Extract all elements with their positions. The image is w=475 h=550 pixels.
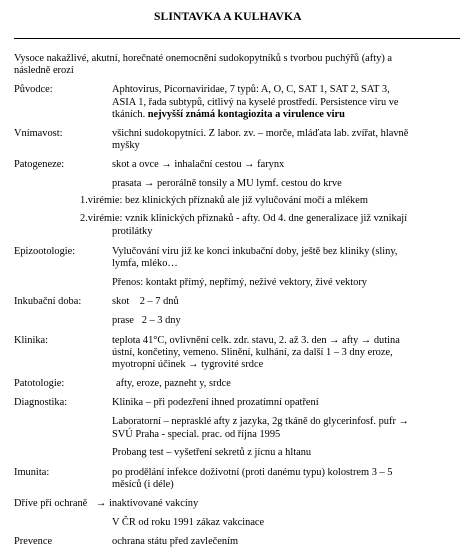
label-patologie: Patotologie: bbox=[14, 378, 65, 389]
klinika-line-2: ústní, končetiny, vemeno. Slinění, kulhání, za další 1 – 3 dny eroze, bbox=[112, 347, 393, 358]
patogeneze-line-1: skot a ovce → inhalační cestou → farynx bbox=[112, 159, 285, 170]
drive-zakaz-vakcinace: V ČR od roku 1991 zákaz vakcinace bbox=[112, 517, 265, 528]
label-klinika: Klinika: bbox=[14, 335, 49, 346]
klinika-line-1: teplota 41°C, ovlivnění celk. zdr. stavu, 2. až 3. den → afty → dutina bbox=[112, 335, 400, 346]
label-puvodce: Původce: bbox=[14, 84, 53, 95]
inkubacni-prase: prase 2 – 3 dny bbox=[112, 315, 181, 326]
prenos-line: Přenos: kontakt přímý, nepřímý, neživé vektory, živé vektory bbox=[112, 277, 367, 288]
label-vnimavost: Vnímavost: bbox=[14, 128, 63, 139]
viremie-1: 1.virémie: bez klinických příznaků ale již vylučování močí a mlékem bbox=[80, 195, 368, 206]
puvodce-line-3-text: tkáních. bbox=[112, 109, 148, 120]
intro-line-1: Vysoce nakažlivé, akutní, horečnaté onemocnění sudokopytníků s tvorbou puchýřů (afty) a bbox=[14, 53, 392, 64]
imunita-line-2: měsíců (i déle) bbox=[112, 479, 174, 490]
label-inkubacni-doba: Inkubační doba: bbox=[14, 296, 82, 307]
document-title: SLINTAVKA A KULHAVKA bbox=[154, 10, 302, 23]
puvodce-line-1: Aphtovirus, Picornaviridae, 7 typů: A, O, C, SAT 1, SAT 2, SAT 3, bbox=[112, 84, 390, 95]
puvodce-line-3 bbox=[112, 109, 345, 122]
label-drive-pri-ochrane: Dříve při ochraně bbox=[14, 498, 88, 509]
klinika-line-3: myotropní účinek → tygrovité srdce bbox=[112, 359, 264, 370]
label-patogeneze: Patogeneze: bbox=[14, 159, 65, 170]
imunita-line-1: po prodělání infekce doživotní (proti danému typu) kolostrem 3 – 5 bbox=[112, 467, 393, 478]
diagnostika-klinika: Klinika – při podezření ihned prozatímní opatření bbox=[112, 397, 319, 408]
title-separator bbox=[14, 38, 460, 39]
diagnostika-lab-line-2: SVÚ Praha - special. prac. od října 1995 bbox=[112, 429, 281, 440]
label-epizootologie: Epizootologie: bbox=[14, 246, 76, 257]
diagnostika-lab-line-1: Laboratorní – neprasklé afty z jazyka, 2g tkáně do glycerinfosf. pufr → bbox=[112, 416, 409, 427]
intro-line-2: následně erozí bbox=[14, 65, 74, 76]
epizootologie-line-1: Vylučování viru již ke konci inkubační doby, ještě bez kliniky (sliny, bbox=[112, 246, 398, 257]
epizootologie-line-2: lymfa, mléko… bbox=[112, 258, 178, 269]
viremie-2-line-2: protilátky bbox=[112, 226, 153, 237]
drive-vakciny: → inaktivované vakcíny bbox=[96, 498, 199, 509]
label-diagnostika: Diagnostika: bbox=[14, 397, 68, 408]
probang-test: Probang test – vyšetření sekretů z jícnu a hltanu bbox=[112, 447, 312, 458]
vnimavost-line-2: myšky bbox=[112, 140, 140, 151]
vnimavost-line-1: všichni sudokopytníci. Z labor. zv. – morče, mláďata lab. zvířat, hlavně bbox=[112, 128, 409, 139]
patogeneze-line-2: prasata → perorálně tonsily a MU lymf. cestou do krve bbox=[112, 178, 342, 189]
patologie-text: afty, eroze, pazneht y, srdce bbox=[116, 378, 231, 389]
puvodce-line-2: ASIA 1, řada subtypů, citlivý na kyselé prostředí. Persistence viru ve bbox=[112, 97, 399, 108]
prevence-text: ochrana státu před zavlečením bbox=[112, 536, 239, 547]
label-imunita: Imunita: bbox=[14, 467, 50, 478]
label-prevence: Prevence bbox=[14, 536, 53, 547]
inkubacni-skot: skot 2 – 7 dnů bbox=[112, 296, 179, 307]
viremie-2-line-1: 2.virémie: vznik klinických příznaků - afty. Od 4. dne generalizace již vznikají bbox=[80, 213, 408, 224]
puvodce-highlight: nejvyšší známá kontagiozita a virulence viru bbox=[147, 109, 345, 120]
